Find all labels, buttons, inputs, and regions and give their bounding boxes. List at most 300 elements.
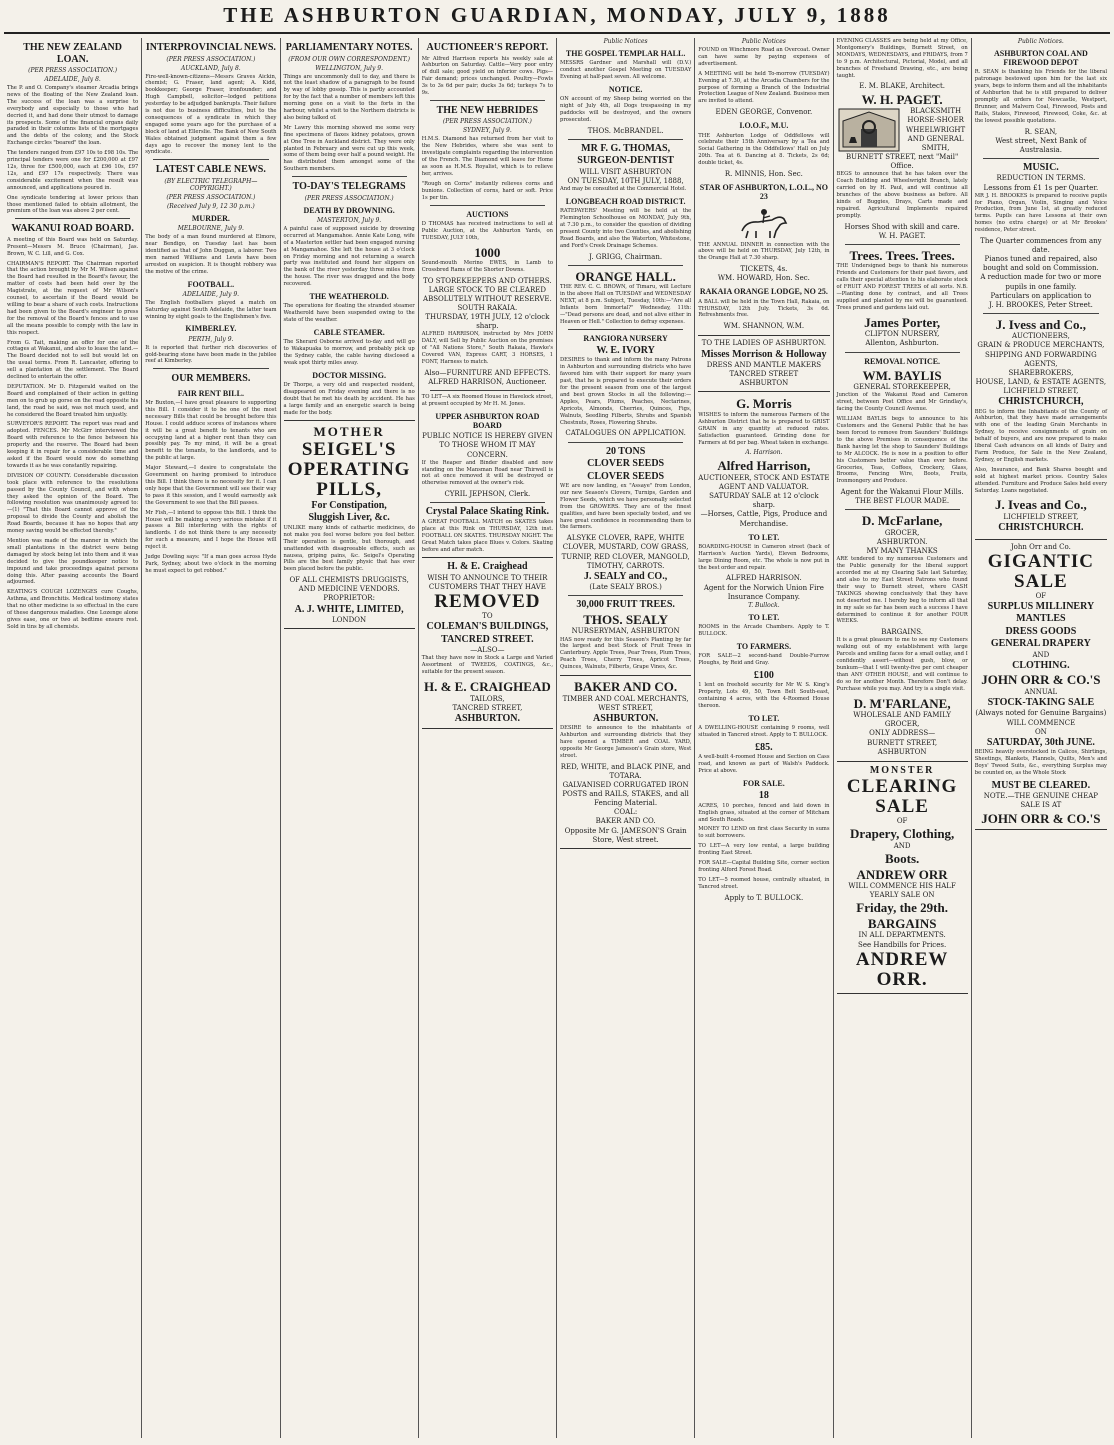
- article-paragraph: Mr Lawry this morning showed me some very fine specimens of flaxes kidney potatoes, grown at One Tree in Auckland district. They were only planted in February and were cut up this week, some of them being over half a pound weight. He has distributed them amongst some of the Southern members.: [283, 124, 415, 173]
- masthead-rule: [4, 32, 1110, 34]
- advert-line: ONLY ADDRESS—: [869, 729, 936, 738]
- advert-line: STOCK-TAKING SALE: [987, 696, 1095, 708]
- article-paragraph: Things are uncommonly dull to day, and there is not the least shadow of a paragraph to be found by way of lobby gossip. This is partly accounted for by the fact that a number of members left this morning gone on a visit to the forts in the harbour, whilst a visit to the Northern districts is also being talked of.: [283, 73, 415, 121]
- coal-depot-headline: ASHBURTON COAL AND FIREWOOD DEPOT: [993, 49, 1088, 68]
- to-let-headline: TO LET.: [748, 713, 780, 723]
- advert-line: ALFRED HARRISON.: [726, 574, 802, 583]
- advert-line: Friday, the 29th.: [856, 900, 948, 916]
- cable-steamer-headline: CABLE STEAMER.: [313, 327, 385, 337]
- advert-body: ON account of my Sheep being worried on the night of July 4th, all Dogs trespassing in my paddocks will be destroyed, and the owners prosecuted.: [560, 96, 692, 123]
- advert-line: OF ALL CHEMISTS DRUGGISTS, AND MEDICINE VENDORS.: [289, 576, 409, 594]
- article-paragraph: The English footballers played a match on Saturday against South Adelaide, the latter team winning by eight goals to the Englishmen's five.: [145, 299, 277, 320]
- advert-line: IN ALL DEPARTMENTS.: [858, 931, 946, 940]
- advert-line: NURSERYMAN, ASHBURTON: [571, 627, 680, 636]
- loan-headline: THE NEW ZEALAND LOAN.: [23, 42, 122, 65]
- advert-line: R. MINNIS, Hon. Sec.: [724, 170, 803, 179]
- andrew-orr-advert: [837, 761, 968, 994]
- advert-line: AND GENERAL SMITH,: [907, 134, 964, 152]
- advert-line: James Porter,: [864, 314, 941, 330]
- article-paragraph: A meeting of this Board was held on Saturday. Present—Messrs M. Bruce (Chairman), Jas. Brown, W. C. Lill, and G. Cox.: [7, 236, 139, 257]
- advert-line: W. H. PAGET.: [878, 231, 926, 240]
- advert-line: LICHFIELD STREET,: [1003, 386, 1079, 395]
- advert-body: R. SEAN is thanking his Friends for the liberal patronage bestowed upon him for the last six years, begs to inform them and all the inhabitants of Ashburton that he is still prepared to deliver promptly all orders for Newcastle, Westport, Brunner, and Malvern Coal, Firewood, Posts and Rails, Stakes, Firewood, Firewood, Coke, &c. at the lowest possible quotations.: [974, 69, 1107, 124]
- advert-line: LICHFIELD STREET,: [1003, 513, 1079, 521]
- article-paragraph: SURVEYOR'S REPORT. The report was read and adopted. FENCES. Mr McGirr interviewed the Board with reference to the fence between his property and the reserve. The Board had been keeping it in repair for a considerable time and asked if the Board would now do something towards it as he was constantly repairing.: [7, 421, 139, 469]
- auctions-headline: AUCTIONS: [466, 209, 509, 219]
- auctioneer-headline: AUCTIONEER'S REPORT.: [426, 42, 549, 53]
- public-notices-label: Public Notices: [741, 38, 786, 45]
- advert-line: REDUCTION IN TERMS.: [996, 174, 1086, 183]
- to-let-headline: TO LET.: [748, 612, 780, 622]
- article-paragraph: Mr Alfred Harrison reports his weekly sale at Ashburton on Saturday. Cattle—Very poor entry of dull sale; good yield on inferior cows. Pigs—Fair demand; prices unchanged. Poultry—Fowls 3s to 3s 6d per pair; ducks 3s 6d; turkeys 7s to 9s.: [421, 55, 553, 97]
- advert-line: West street, Next Bank of Australasia.: [995, 136, 1087, 154]
- rangiora-headline: RANGIORA NURSERY: [583, 333, 668, 343]
- advert-body: A BALL will be held in the Town Hall, Rakaia, on THURSDAY, 12th July. Tickets, 3s 6d. Refreshments free.: [698, 298, 830, 319]
- advert-line: COLEMAN'S BUILDINGS,: [426, 621, 549, 633]
- advert-line: —Horses, Cattle, Pigs, Produce and Merchandise.: [700, 510, 828, 528]
- cable-received: (Received July 9, 12 30 p.m.): [166, 202, 255, 210]
- advert-body: 1 lent on freehold security for Mr W. S. King's Property, Lots 49, 50, Town Belt South-east, containing 4 acres, with the 4-Roomed House thereon.: [698, 682, 830, 709]
- article-paragraph: One syndicate tendering at lower prices than those mentioned failed to obtain allotment, the premium of the loan was above 2 per cent.: [7, 194, 139, 215]
- public-notices-label: Public Notices.: [1017, 38, 1064, 45]
- advert-line: £100: [753, 669, 774, 681]
- advert-line: Boots.: [884, 850, 920, 866]
- templar-headline: THE GOSPEL TEMPLAR HALL.: [565, 49, 686, 58]
- advert-line: ALFRED HARRISON, Auctioneer.: [428, 378, 547, 387]
- advert-line: TANCRED STREET.: [441, 633, 534, 645]
- advert-line: OF: [896, 817, 908, 826]
- divider: [430, 502, 545, 503]
- advert-line: EDEN GEORGE, Convenor.: [715, 108, 813, 117]
- interprovincial-dateline: AUCKLAND, July 8.: [181, 64, 241, 72]
- advert-body: RATEPAYERS' Meeting will be held at the Flemington Schoolhouse on MONDAY, July 9th, at 7.30 p.m., to consider the question of dividing present County into two Counties, and abolishing Road Boards, and also the Waterton, Whitestone, and Ford's Creek Drainage Schemes.: [560, 208, 692, 249]
- fair-rent-headline: FAIR RENT BILL.: [177, 388, 244, 398]
- column-4: [419, 38, 557, 1438]
- advert-line: ANDREW ORR: [856, 866, 948, 882]
- advert-line: SATURDAY, 30th JUNE.: [986, 736, 1095, 748]
- advert-body: Also, Insurance, and Bank Shares bought and sold at highest market prices. Country Sales attended. Furniture and Produce Sales held every Saturday. Loans negotiated.: [974, 466, 1107, 494]
- advert-body: TO LET—A very low rental, a large building fronting East Street.: [698, 843, 830, 857]
- advert-body: FOR SALE—2 second-hand Double-Furrow Ploughs, by Reid and Gray.: [698, 652, 830, 666]
- loan-dateline: ADELAIDE, July 8.: [44, 76, 101, 83]
- weatherold-headline: THE WEATHEROLD.: [309, 292, 389, 302]
- interprovincial-headline: INTERPROVINCIAL NEWS.: [145, 42, 276, 53]
- drowning-dateline: MASTERTON, July 9.: [317, 216, 382, 224]
- advert-line: A. J. WHITE, LIMITED,: [294, 603, 404, 615]
- advert-line: PILLS,: [316, 478, 382, 500]
- advert-body: If the Reaper and Binder disabled and now standing on the Mansman Road near Thirwell is not at once removed it will be destroyed or otherwise removed at the owner's risk.: [421, 459, 553, 487]
- advert-line: JOHN ORR & CO.'S: [981, 810, 1101, 826]
- advert-line: WISH TO ANNOUNCE TO THEIR CUSTOMERS THAT THEY HAVE: [427, 573, 548, 591]
- members-headline: OUR MEMBERS.: [171, 373, 251, 385]
- advert-body: FOUND on Winchmore Road an Overcoat. Owner can have same by paying expenses of advertisement.: [698, 47, 830, 67]
- column-3: [281, 38, 419, 1438]
- advert-body: THE ANNUAL DINNER in connection with the above will be held on THURSDAY, July 12th, in the Orange Hall at 7.30 sharp.: [698, 241, 830, 262]
- advert-line: TO: [482, 612, 493, 621]
- advert-line: CLOTHING.: [1012, 659, 1070, 671]
- upper-ashburton-headline: UPPER ASHBURTON ROAD BOARD: [435, 412, 540, 431]
- advert-line: J. Ivess and Co.,: [995, 316, 1087, 332]
- advert-body: THE Ashburton Lodge of Oddfellows will celebrate their 15th Anniversary by a Tea and Social Gathering in the Oddfellows' Hall on July 20th. Tea at 6. Dancing at 8. Tickets, 2s 6d; double ticket, 4s.: [698, 132, 830, 167]
- advert-line: WHEELWRIGHT: [906, 125, 966, 134]
- advert-body: MR J. H. BROOKES is prepared to receive pupils for Piano, Organ, Violin, Singing and Voice Production, from June 1st, at greatly reduced terms. Pupils can have Lessons at their own homes (no extra charge) or at Mr Brookes' residence, Peter street.: [974, 192, 1107, 234]
- advert-body: A MEETING will be held To-morrow (TUESDAY) Evening at 7.30, at the Arcadia Chambers for the purpose of forming a Branch of the Industrial Protection League of New Zealand. Business men are invited to attend.: [698, 70, 830, 105]
- divider: [845, 509, 960, 510]
- divider: [292, 176, 407, 177]
- advert-line: J. SEALY and CO.,: [584, 570, 668, 582]
- advert-line: ASHBURTON.: [454, 712, 521, 724]
- advert-line: A reduction made for two or more pupils in one family.: [980, 273, 1102, 291]
- advert-line: W. H. PAGET.: [861, 91, 943, 107]
- advert-line: John Orr and Co.: [1010, 542, 1071, 551]
- article-paragraph: Dr Thorpe, a very old and respected resident, disappeared on Friday evening and there is no doubt that he met his death by accident. He has a large family and an energetic search is being made for the body.: [283, 381, 415, 416]
- football-dateline: ADELAIDE, July 9.: [182, 290, 240, 298]
- telegrams-headline: TO-DAY'S TELEGRAMS: [292, 181, 406, 193]
- divider: [983, 313, 1099, 314]
- advert-line: AND: [1032, 650, 1050, 659]
- advert-line: MOTHER: [313, 424, 385, 440]
- advert-line: OPERATING: [287, 459, 411, 480]
- advert-line: CLIFTON NURSERY,: [864, 330, 940, 339]
- advert-line: BURNETT STREET,: [867, 738, 938, 747]
- advert-body: THE REV. C. C. BROWN, of Timaru, will Lecture in the above Hall on TUESDAY and WEDNESDAY NEXT, at 8 p.m. Subject, Tuesday, 10th:—"Are all Infants born Immortal?" Wednesday, 11th:—"Dead persons are dead, and not alive either in Heaven or Hell." Collection to defray expenses.: [560, 284, 692, 325]
- column-2: [142, 38, 280, 1438]
- advert-line: Misses Morrison & Holloway: [701, 348, 827, 360]
- divider: [568, 595, 683, 596]
- advert-line: Pianos tuned and repaired, also bought and sold on Commission.: [982, 255, 1099, 273]
- advert-line: SURPLUS MILLINERY: [987, 600, 1095, 612]
- longbeach-headline: LONGBEACH ROAD DISTRICT.: [565, 196, 686, 206]
- orange-hall-headline: ORANGE HALL.: [575, 268, 676, 284]
- advert-line: £85.: [755, 741, 773, 753]
- seigels-pills-advert: [284, 420, 415, 629]
- divider: [845, 244, 960, 245]
- advert-line: ASHBURTON.: [876, 538, 928, 547]
- advert-line: ALSYKE CLOVER, RAPE, WHITE CLOVER, MUSTARD, COW GRASS, TURNIP, RED CLOVER, MANGOLD, TIMOTHY, CARROTS.: [561, 534, 690, 570]
- advert-line: AND: [893, 841, 911, 850]
- blacksmith-shop-icon: [837, 107, 901, 153]
- drowning-headline: DEATH BY DROWNING.: [303, 205, 395, 215]
- advert-line: SHIPPING AND FORWARDING AGENTS,: [984, 350, 1097, 368]
- iooF-headline: I.O.O.F., M.U.: [739, 121, 789, 131]
- advert-line: WM. BAYLIS: [862, 367, 942, 383]
- advert-line: ASHBURTON.: [592, 712, 659, 724]
- advert-line: Also—FURNITURE AND EFFECTS.: [424, 369, 551, 377]
- advert-body: EVENING CLASSES are being held at my Office, Montgomery's Buildings, Burnett Street, on MONDAYS, WEDNESDAYS, and FRIDAYS, from 7 to 9 p.m. Architectural, Pictorial, Model, and all branches of Freehand Drawing, etc., are being taught.: [836, 38, 968, 79]
- kimberley-headline: KIMBERLEY.: [185, 324, 237, 334]
- for-sale-headline: FOR SALE.: [742, 779, 785, 789]
- advert-body: DESIRE to announce to the inhabitants of Ashburton and surrounding districts that they have opened a TIMBER and COAL YARD, opposite Mr George Jameson's Grain store, West street.: [560, 725, 692, 759]
- advert-line: WILL COMMENCE HIS HALF YEARLY SALE ON: [848, 882, 956, 900]
- article-paragraph: The Sherard Osborne arrived to-day and will go to Wakapuaka to morrow, and probably pick up the Sydney cable, the cable having disclosed a weak spot thirty miles away.: [283, 339, 415, 366]
- article-paragraph: Mention was made of the manner in which the small plantations in the district were being damaged by stock being let into them and it was decided to give the poundkeeper notice to impound and take proceedings against persons doing this. After passing accounts the Board adjourned.: [7, 537, 139, 586]
- advert-body: BOARDING-HOUSE in Cameron street (back of Harrison's Auction Yards), Eleven Bedrooms, large Dining Room, etc. The whole is now put in the best order and repair.: [698, 543, 830, 571]
- advert-line: TIMBER AND COAL MERCHANTS,: [562, 694, 689, 703]
- article-paragraph: The body of a man found murdered at Elmore, near Bendigo, on Tuesday last has been identified as that of John Duggan, a laborer. Two men named Williams and Lewis have been arrested on suspicion. It is thought robbery was the motive of the crime.: [145, 234, 277, 275]
- john-orr-advert: [975, 539, 1107, 831]
- advert-body: TO LET—A six Roomed House in Havelock street, at present occupied by Mr H. M. Jones.: [421, 394, 553, 408]
- advert-line: LONDON: [332, 616, 367, 624]
- advert-body: ACRES, 10 porches, fenced and laid down in English grass, situated at the corner of Mitcham and South Roads.: [698, 802, 830, 823]
- sheep-count: 1000: [474, 244, 501, 260]
- advert-line: Sluggish Liver, &c.: [308, 512, 390, 524]
- advert-line: SHAREBROKERS,: [1008, 368, 1074, 377]
- advert-line: Agent for the Norwich Union Fire Insurance Company.: [703, 583, 824, 601]
- article-paragraph: DIVISION OF COUNTY. Considerable discussion took place with reference to the resolutions passed by the County Council, and with whom they asked the opinion of the Board. The following resolution was unanimously agreed to:—(1) "That this Board cannot approve of the proposal to divide the County and abolish the Road Boards, because it has no hopes that any money saving would be effected thereby.": [7, 472, 139, 535]
- advert-line: 18: [758, 790, 769, 802]
- advert-line: MANTLES: [1016, 613, 1066, 625]
- advert-line: AUCTIONEERS,: [1011, 332, 1070, 341]
- advert-line: WHOLESALE AND FAMILY GROCER,: [853, 711, 951, 729]
- advert-line: MR F. G. THOMAS,: [581, 142, 671, 154]
- advert-body: HAS now ready for this Season's Planting by far the largest and best Stock of Fruit Trees in Canterbury. Apple Trees, Pear Trees, Plum Trees, Peach Trees, Cherry Trees, Apricot Trees, Quinces, Walnuts, Filberts, Grape Vines, &c.: [560, 636, 692, 671]
- advert-body: That they have now in Stock a Large and Varied Assortment of TWEEDS, COATINGS, &c., suitable for the present season.: [421, 655, 553, 676]
- article-paragraph: The operations for floating the stranded steamer Weatherold have been suspended owing to the state of the weather.: [283, 303, 415, 324]
- cable-source: (BY ELECTRIC TELEGRAPH—COPYRIGHT.): [164, 177, 258, 192]
- cable-headline: LATEST CABLE NEWS.: [155, 164, 266, 176]
- article-paragraph: It is reported that further rich discoveries of gold-bearing stone have been made in the jubilee reef at Kimberley.: [145, 344, 277, 365]
- article-paragraph: Mr Fish,—I intend to oppose this Bill. I think the House will be making a very serious mistake if it passes a Bill interfering with the rights of landlords. I do not think there is any necessity for such a measure, and I hope the House will reject it.: [145, 509, 277, 551]
- divider: [430, 390, 545, 391]
- advert-line: GIGANTIC SALE: [987, 550, 1094, 592]
- advert-body: BEG to inform the Inhabitants of the County of Ashburton, that they have made arrangements with one of the leading Grain Merchants in Sydney, to receive consignments of grain on behalf of buyers, and are now prepared to make liberal Cash advances on all kinds of Dairy and Farm Produce, for Sale in the New Zealand, Sydney, or English markets.: [974, 408, 1107, 463]
- advert-line: PROPRIETOR:: [323, 594, 375, 603]
- article-paragraph: Major Steward,—I desire to congratulate the Government on having promised to introduce this Bill. I think there is no necessity for it. I can only hope that the Government will see their way to pass it this session, and I would earnestly ask the Government to see that the Bill passes.: [145, 465, 277, 506]
- advert-body: Sound-mouth Merino EWES, in Lamb to Crossbred Rams of the Shorter Downs.: [421, 260, 553, 273]
- advert-body: BEING heavily overstocked in Calicos, Shirtings, Sheetings, Blankets, Flannels, Quilts, Men's and Boys' Tweed Suits, &c., everything Surplus may be counted on, as the Whole Stock: [974, 749, 1107, 776]
- article-paragraph: DEPUTATION. Mr D. Fitzgerald waited on the Board and complained of their action in getting men on to grub up gorse on the road opposite his land, the road he said, was not much used, and he considered the Board treated him unjustly.: [7, 383, 139, 418]
- divider: [568, 329, 683, 330]
- public-notices-label: Public Notices: [603, 38, 648, 45]
- removal-headline: REMOVAL NOTICE.: [864, 356, 941, 366]
- advert-line: 20 TONS: [605, 445, 646, 457]
- article-paragraph: Judge Dowling says: "If a man goes across Hyde Park, Sydney, about two o'clock in the morning he must expect to get robbed.": [145, 554, 277, 574]
- advert-line: SEIGEL'S: [301, 439, 397, 461]
- rakaia-lodge-headline: RAKAIA ORANGE LODGE, NO 25.: [699, 287, 828, 297]
- article-paragraph: A painful case of supposed suicide by drowning occurred at Mangamahoe. Annie Kate Long, wife of a Masterton settler had been engaged nursing at Mangamahoe. She left the house at 3 o'clock on Friday morning and not returning a search party was instituted and found her slippers on the bank of the river yesterday three miles from the house. The river was dragged and the body recovered.: [283, 225, 415, 288]
- advert-line: BAKER AND CO.: [574, 679, 678, 695]
- advert-line: The Quarter commences from any date.: [980, 237, 1102, 255]
- divider: [430, 100, 545, 101]
- advert-line: ASHBURTON: [877, 747, 927, 756]
- advert-line: TANCRED STREET: [729, 370, 799, 379]
- advert-line: Alfred Harrison,: [717, 458, 811, 474]
- advert-line: CLOVER SEEDS: [587, 470, 665, 482]
- divider: [153, 368, 268, 369]
- divider: [430, 205, 545, 206]
- advert-line: J. H. BROOKES, Peter Street.: [988, 300, 1093, 309]
- advert-body: A GREAT FOOTBALL MATCH on SKATES takes place at this Rink on THURSDAY, 12th inst. FOOTBALL ON SKATES. THURSDAY NIGHT. The Great Match takes place Blues v. Colors. Skating before and after match.: [421, 518, 553, 553]
- parliamentary-dateline: WELLINGTON, July 9.: [315, 64, 383, 72]
- advert-line: D. McFarlane,: [861, 513, 943, 529]
- doctor-headline: DOCTOR MISSING.: [312, 370, 386, 380]
- masthead: [0, 0, 1114, 34]
- advert-line: D. M'FARLANE,: [853, 695, 951, 711]
- advert-body: THE Undersigned begs to thank his numerous Friends and Customers for their past favors, and calls their special attention to his elaborate stock of FRUIT AND FOREST TREES of all sorts. N.B.—Planting done by contract, and all Trees supplied and planted by me will be guaranteed. Trees pruned and gardens laid out.: [836, 263, 968, 311]
- advert-line: GALVANISED CORRUGATED IRON: [562, 781, 689, 790]
- advert-line: DRESS AND MANTLE MAKERS: [706, 361, 822, 370]
- advert-line: 30,000 FRUIT TREES.: [576, 599, 675, 611]
- to-farmers-headline: TO FARMERS.: [736, 641, 792, 651]
- advert-line: TAILORS,: [470, 694, 505, 703]
- advert-line: LARGE STOCK TO BE CLEARED ABSOLUTELY WITHOUT RESERVE.: [423, 286, 552, 304]
- advert-line: SATURDAY SALE at 12 o'clock sharp.: [709, 492, 819, 510]
- advert-line: For Constipation,: [311, 499, 387, 511]
- advert-body: ALFRED HARRISON, instructed by Mrs JOHN DALY, will Sell by Public Auction on the premises of "All Nations Store," South Rakaia, Hawke's Covered VAN, Express CART, 3 HORSES, 1 FONT, Harness to match.: [421, 331, 553, 366]
- advert-line: BURNETT STREET, next "Mail" Office.: [846, 153, 959, 171]
- interprovincial-source: (PER PRESS ASSOCIATION.): [166, 55, 256, 63]
- advert-body: WE are now landing, ex "Assaye" from London, our new Season's Clovers, Turnips, Garden and Flower Seeds, which we have personally selected from the GROWERS. They are of the finest qualities, and have been specially tested, and we have great confidence in recommending them to the farmers.: [560, 483, 692, 531]
- advert-line: ASHBURTON: [739, 379, 789, 388]
- advert-line: WM. HOWARD, Hon. Sec.: [717, 274, 810, 283]
- advert-line: CATALOGUES ON APPLICATION.: [565, 429, 686, 438]
- advert-body: MESSRS Gardner and Marshall will (D.V.) conduct another Gospel Meeting on TUESDAY Evening at half-past seven. All welcome.: [560, 60, 692, 80]
- advert-body: It is a great pleasure to me to see my Customers walking out of my establishment with large Parcels and smiling faces for a small outlay, and I confidently assert—without gush, blow, or bunkum—that I will twenty-five per cent cheaper than ANY OTHER HOUSE, and will continue to do so for another Month. Therefore Don't delay. Purchase while you may. And try is a single visit.: [836, 637, 968, 692]
- advert-line: TO STOREKEEPERS AND OTHERS.: [423, 276, 552, 285]
- article-paragraph: CHAIRMAN'S REPORT. The Chairman reported that the action brought by Mr M. Wilson against the Board had resulted in the Board's favour, the matter of costs had been held over by the Magistrate, at the request of Mr Wilson's counsel, to ascertain if the Board would be willing to bear a share of such costs. Instructions had been given to the Board's engineer to press for the removal of the Board's fences and to use all the means possible to comply with the law in this respect.: [7, 260, 139, 336]
- holloway-advert: [698, 335, 829, 392]
- advert-line: Lessons from £1 1s per Quarter.: [983, 183, 1099, 192]
- football-headline: FOOTBALL.: [187, 279, 235, 289]
- advert-line: W. E. IVORY: [596, 344, 655, 356]
- advert-line: Particulars on application to: [990, 291, 1092, 300]
- advert-body: ROOMS in the Arcade Chambers. Apply to T. BULLOCK.: [698, 623, 830, 637]
- advert-line: CYRIL JEPHSON, Clerk.: [444, 490, 531, 499]
- advert-body: And may be consulted at the Commercial Hotel.: [560, 186, 687, 192]
- advert-line: J. Iveas and Co.,: [995, 497, 1087, 513]
- advert-line: H. & E. Craighead: [447, 561, 528, 573]
- advert-body: ARE tendered to my numerous Customers and the Public generally for the liberal support accorded me at my Clearing Sale last Saturday, and also to my East Street Patrons who found their way to Burnett street, where CASH TAKINGS showing conclusively that they have not deserted me. I hereby beg to inform all that in my sale so far has been such a success I have determined to continue it for another FOUR WEEKS.: [836, 556, 968, 625]
- advert-line: Agent for the Wakanui Flour Mills. THE BEST FLOUR MADE.: [840, 488, 964, 506]
- divider: [15, 218, 130, 219]
- telegrams-source: (PER PRESS ASSOCIATION.): [304, 194, 394, 202]
- divider: [568, 265, 683, 266]
- advert-line: CLEARING SALE: [846, 776, 958, 818]
- advert-body: FOR SALE—Capital Building Site, corner section fronting Alford Forest Road.: [698, 860, 830, 873]
- advert-line: BARGAINS: [867, 915, 937, 931]
- to-let-headline: TO LET.: [748, 532, 780, 542]
- advert-line: (Always noted for Genuine Bargains): [975, 709, 1107, 718]
- murder-headline: MURDER.: [191, 213, 230, 223]
- divider: [153, 159, 268, 160]
- advert-line: AUCTIONEER, STOCK AND ESTATE AGENT AND VALUATOR.: [698, 474, 830, 492]
- article-paragraph: The tenders ranged from £97 10s to £98 10s. The principal tenders were one for £200,000 at £97 12s, three for £500,000, each at £96 10s, £97 12s, and £97 17s respectively. There was considerable excitement when the result was announced, and applications poured in.: [7, 150, 139, 191]
- horse-rider-icon: [734, 205, 794, 239]
- column-1: [4, 38, 142, 1438]
- advert-line: Horses Shod with skill and care.: [844, 222, 960, 231]
- advert-line: SOUTH RAKAIA.: [457, 304, 518, 313]
- advert-body: A well-built 4-roomed House and Section on Cass road, and known as part of Walsh's Paddock. Price at above.: [698, 754, 830, 775]
- advert-line: THURSDAY, 19TH JULY, 12 o'clock sharp.: [425, 313, 550, 331]
- advert-line: ON TUESDAY, 10TH JULY, 1888,: [567, 176, 684, 185]
- advert-body: UNLIKE many kinds of cathartic medicines, do not make you feel worse before you feel better. Their operation is gentle, but thorough, and unattended with disagreeable effects, such as nausea, griping pains, &c. Seigel's Operating Pills are the best family physic that has ever been placed before the public.: [283, 524, 415, 573]
- advert-line: BARGAINS.: [881, 628, 924, 637]
- advert-line: RED, WHITE, and BLACK PINE, and TOTARA.: [560, 762, 691, 780]
- advert-line: Opposite Mr G. JAMESON'S Grain Store, West street.: [564, 826, 687, 844]
- trees-headline: Trees. Trees. Trees.: [849, 247, 955, 263]
- hebrides-source: (PER PRESS ASSOCIATION.): [442, 118, 532, 126]
- advert-line: WILL VISIT ASHBURTON: [579, 167, 672, 176]
- advert-line: Drapery, Clothing,: [849, 826, 955, 842]
- advert-body: WILLIAM BAYLIS begs to announce to his Customers and the General Public that he has been forced to remove from Saunders' Buildings to the above Premises in consequence of the Bank having let the shop to Saunders' Buildings to Mr ALCOCK. He is now in a position to offer his Customers better value than ever before. Groceries, Teas, Coffees, Crockery, Glass, Brooms, Fencing Wire, Boots, Fruits, Ironmongery and Produce.: [836, 416, 968, 485]
- advert-line: Apply to T. BULLOCK.: [724, 893, 804, 902]
- column-5: [557, 38, 695, 1438]
- article-paragraph: H.M.S. Diamond has returned from her visit to the New Hebrides, where she was sent to investigate complaints regarding the intervention of the French. The Diamond will leave for Home as soon as H.M.S. Royalist, which is to relieve her, arrives.: [421, 136, 553, 177]
- advert-line: ON: [1034, 727, 1047, 736]
- advert-body: BEGS to announce that he has taken over the Coach Building and Wheelwright Branch, lately carried on by H. Paul, and will continue all branches of the above business as before. All kinds of Buggies, Drays, Carts made and repaired. Agricultural Implements repaired promptly.: [836, 171, 968, 219]
- smithy-block: [837, 107, 968, 153]
- advert-line: BLACKSMITH: [910, 107, 962, 116]
- craighead-advert: [422, 557, 553, 729]
- advert-line: WEST STREET,: [598, 703, 654, 712]
- advert-line: HOUSE, LAND, & ESTATE AGENTS,: [975, 377, 1107, 386]
- advert-body: TO LET—5 roomed house, centrally situated, in Tancred street.: [698, 876, 830, 890]
- advert-line: THOS. SEALY: [583, 611, 669, 627]
- advert-line: COAL:: [614, 808, 638, 817]
- crystal-palace-headline: Crystal Palace Skating Rink.: [425, 506, 550, 518]
- article-paragraph: KEATING'S COUGH LOZENGES cure Coughs, Asthma, and Bronchitis. Medical testimony states that no other medicine is so effectual in the cure of these dangerous maladies. One Lozenge alone gives ease, one or two at bedtime ensure rest. Sold in tins by all chemists.: [7, 589, 139, 630]
- advert-line: PUBLIC NOTICE IS HEREBY GIVEN TO THOSE WHOM IT MAY CONCERN.: [422, 432, 553, 459]
- advert-line: ANDREW ORR.: [855, 948, 949, 990]
- advert-body: D THOMAS has received instructions to sell at Public Auction, at the Ashburton Yards, on TUESDAY, JULY 10th,: [421, 220, 553, 241]
- advert-line: JOHN ORR & CO.'S: [981, 672, 1101, 688]
- advert-line: WM. SHANNON, W.M.: [723, 322, 805, 331]
- advert-body: WISHES to inform the numerous Farmers of the Ashburton District that he is prepared to GRIST GRAIN in any quantity at reduced rates. Satisfaction guaranteed. Grinding done for Farmers at 6d per bag. Wheat taken in exchange.: [698, 411, 830, 446]
- advert-line: POSTS and RAILS, STAKES, and all Fencing Material.: [562, 790, 689, 808]
- column-8: [972, 38, 1110, 1438]
- hebrides-headline: THE NEW HEBRIDES: [436, 104, 539, 116]
- parliamentary-headline: PARLIAMENTARY NOTES.: [285, 42, 413, 53]
- advert-line: Allenton, Ashburton.: [865, 339, 939, 348]
- advert-line: HORSE-SHOER: [907, 116, 964, 125]
- advert-line: R. SEAN,: [1024, 127, 1058, 136]
- advert-line: CLOVER SEEDS: [587, 458, 665, 469]
- advert-line: TANCRED STREET,: [452, 703, 523, 712]
- wakanui-headline: WAKANUI ROAD BOARD.: [11, 223, 134, 235]
- loan-source: (PER PRESS ASSOCIATION.): [28, 67, 118, 74]
- murder-dateline: MELBOURNE, July 9.: [177, 225, 244, 233]
- advert-body: A DWELLING-HOUSE containing 9 rooms, well situated in Tancred street. Apply to T. BULLOCK.: [698, 725, 830, 738]
- advert-line: T. Bullock.: [748, 601, 780, 609]
- advert-line: MY MANY THANKS: [866, 547, 938, 556]
- divider: [568, 139, 683, 140]
- advert-line: REMOVED: [434, 591, 541, 613]
- advert-line: TICKETS, 4s.: [740, 265, 788, 274]
- advert-line: J. GRIGG, Chairman.: [589, 252, 663, 261]
- advert-line: BAKER AND CO.: [595, 817, 656, 826]
- advert-line: H. & E. CRAIGHEAD: [423, 678, 551, 694]
- advert-line: SURGEON-DENTIST: [577, 155, 674, 167]
- advert-line: GROCER,: [884, 529, 920, 537]
- advert-line: A. Harrison.: [745, 449, 783, 457]
- advert-line: NOTE.—THE GENUINE CHEAP SALE IS AT: [983, 792, 1098, 810]
- column-6: [695, 38, 833, 1438]
- divider: [845, 352, 960, 353]
- cable-source-2: (PER PRESS ASSOCIATION.): [166, 193, 256, 201]
- advert-body: DESIRES to thank and inform the many Patrons in Ashburton and surrounding districts who have favored him with their support for many years past, that he is prepared to execute their orders for the present season from one of the largest and best grown Stocks in all the following:—Apples, Pears, Plums, Peaches, Nectarines, Apricots, Almonds, Cherries, Quinces, Figs, Walnuts, Seedling Filberts, Shrubs and Spanish Chestnuts, Roses, Flowering Shrubs.: [560, 357, 692, 426]
- article-paragraph: Fire-well-known-citizens—Messrs Graves Aickin, chemist; G. Fraser, land agent; A. Kidd, bookkeeper; George Fraser, ironfounder; and Hugh Campbell, solicitor—lodged petitions yesterday to be adjudged bankrupts. Their failure is not due to business difficulties, but to the consequences of a syndicate in which they engaged some years ago for the purchase of a block of land at Ellerslie. The Bank of New South Wales obtained judgment against them a few days ago to recover the money lent to the syndicate.: [145, 73, 277, 156]
- advert-line: MONSTER: [869, 764, 935, 776]
- article-paragraph: Mr Buxton,—I have great pleasure to supporting this Bill. I consider it to be one of the most necessary Bills that could be brought before this House. I could adduce scores of instances where it will be a great benefit to tenants who are occupying land at a higher rent than they can possibly pay. To my mind, it will be a great benefit to the tenants, to the landlords, and to the public at large.: [145, 400, 277, 462]
- advert-line: ANNUAL: [1024, 687, 1058, 696]
- newspaper-page: [4, 38, 1110, 1438]
- article-paragraph: "Rough on Corns" instantly relieves corns and bunions. Collection of corns, hard or soft. Price 1s per tin.: [421, 180, 553, 201]
- advert-line: TO THE LADIES OF ASHBURTON.: [701, 339, 826, 348]
- hebrides-dateline: SYDNEY, July 9.: [463, 127, 512, 135]
- advert-line: GRAIN & PRODUCE MERCHANTS,: [977, 341, 1105, 350]
- advert-line: MUST BE CLEARED.: [991, 779, 1091, 791]
- advert-line: (Late SEALY BROS.): [589, 583, 662, 592]
